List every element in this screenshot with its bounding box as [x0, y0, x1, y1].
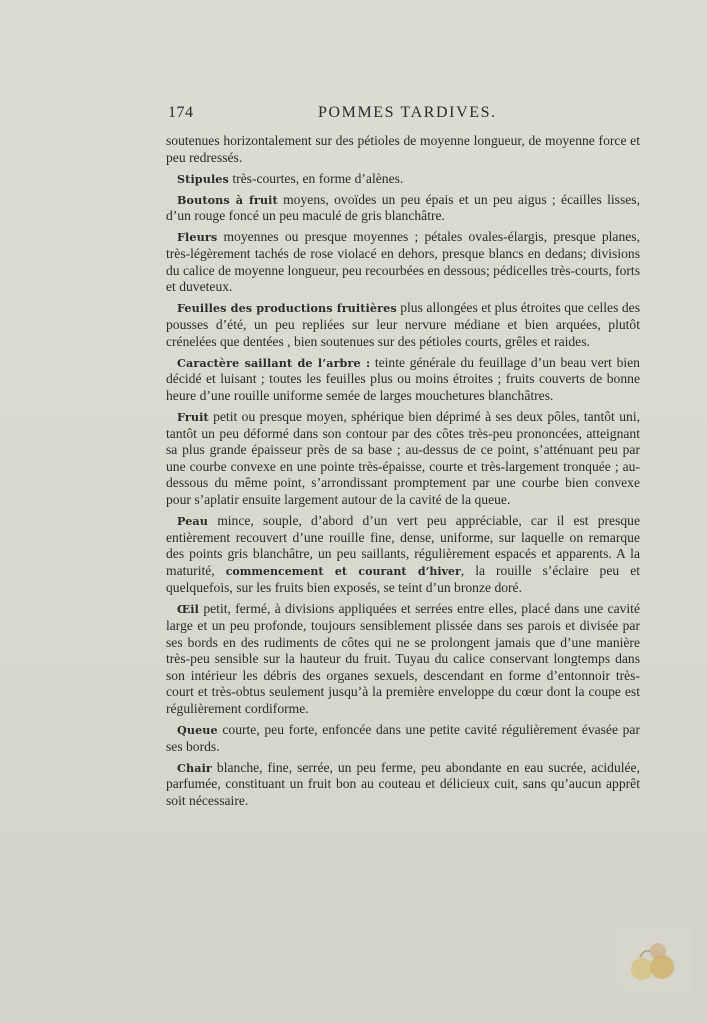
page-title: POMMES TARDIVES.	[318, 104, 497, 121]
paragraph-boutons	[166, 192, 640, 225]
paragraph-text: mince, souple, d’abord d’un vert peu appréciable, car il est presque entièrement recouvert d’une rouille fine, dense, uniforme, sur laquelle on remarque des points gris blanchâtre, un peu saillants, régulièrement espacés et apparents. A la maturité,	[166, 512, 640, 578]
paragraph-chair	[166, 760, 640, 810]
paragraph-text: très-courtes, en forme d’alènes.	[228, 170, 404, 186]
paragraph-stipules	[166, 171, 640, 188]
page-number: 174	[168, 104, 194, 121]
entry-term: Queue	[177, 723, 218, 738]
paragraph-text: moyens, ovoïdes un peu épais et un peu aigus ; écailles lisses, d’un rouge foncé un peu maculé de gris blanchâtre.	[166, 191, 640, 224]
entry-term: Œil	[177, 602, 200, 617]
entry-term: Peau	[177, 513, 209, 528]
fruit-stamp-icon	[618, 925, 692, 991]
paragraph-text: blanche, fine, serrée, un peu ferme, peu abondante en eau sucrée, acidulée, parfumée, constituant un fruit bon au couteau et délicieux cuit, sans qu’aucun apprêt soit nécessaire.	[166, 759, 640, 808]
paragraph-fruit	[166, 409, 640, 509]
running-head	[168, 104, 642, 126]
entry-term: Caractère saillant de l’arbre :	[177, 355, 371, 370]
paragraph-feuilles	[166, 300, 640, 350]
paragraph-caractere	[166, 355, 640, 405]
paragraph-text: courte, peu forte, enfoncée dans une petite cavité régulièrement évasée par ses bords.	[166, 722, 640, 754]
paragraph-text: moyennes ou presque moyennes ; pétales ovales-élargis, presque planes, très-légèrement tachés de rose violacé en dehors, presque blancs en dedans; divisions du calice de moyenne longueur, peu recourbées en dessous; pédicelles très-courts, forts et duveteux.	[166, 229, 640, 295]
entry-term: Fruit	[177, 409, 209, 424]
entry-term: Boutons à fruit	[177, 192, 278, 207]
entry-term: Fleurs	[177, 230, 218, 245]
season-term: commencement et courant d’hiver	[225, 564, 461, 578]
body-text	[166, 133, 640, 814]
paragraph-oeil	[166, 601, 640, 717]
fruit-stamp-graphic	[618, 925, 692, 991]
paragraph-peau	[166, 513, 640, 597]
entry-term: Feuilles des productions fruitières	[177, 301, 397, 316]
paragraph-text: plus allongées et plus étroites que celles des pousses d’été, un peu repliées sur leur nervure médiane et bien arquées, plutôt crénelées que dentées , bien soutenues sur des pétioles courts, grêles et raides.	[166, 300, 640, 349]
entry-term: Stipules	[177, 171, 229, 186]
paragraph-text: , la rouille s’éclaire peu et quelquefois, sur les fruits bien exposés, se teint d’un bronze doré.	[166, 562, 641, 596]
paragraph-continuation	[166, 133, 640, 166]
paragraph-fleurs	[166, 229, 640, 295]
entry-term: Chair	[177, 760, 212, 775]
paragraph-text: petit, fermé, à divisions appliquées et serrées entre elles, placé dans une cavité large et un peu profonde, toujours sensiblement plissée dans ses parois et divisée par ses bords en des rudiments de côtes qui ne se prolongent jamais que d’une manière très-peu sensible sur la hauteur du fruit. Tuyau du calice conservant longtemps dans son intérieur les débris des organes sexuels, descendant en forme d’entonnoir très-court et très-obtus seulement jusqu’à la première enveloppe du cœur dont la coupe est régulièrement cordiforme.	[166, 601, 640, 716]
paragraph-queue	[166, 722, 640, 755]
paragraph-text: petit ou presque moyen, sphérique bien déprimé à ses deux pôles, tantôt uni, tantôt un peu déformé dans son contour par des côtes très-peu prononcées, atteignant sa plus grande épaisseur près de sa base ; au-dessus de ce point, s’atténuant peu par une courbe convexe en une pointe très-épaisse, courte et très-largement tronquée ; au-dessous du même point, s’arrondissant promptement par une courbe bien convexe pour s’aplatir ensuite largement autour de la cavité de la queue.	[166, 408, 640, 507]
paragraph-text: soutenues horizontalement sur des pétioles de moyenne longueur, de moyenne force et peu redressés.	[166, 133, 640, 165]
paragraph-text: teinte générale du feuillage d’un beau vert bien décidé et luisant ; toutes les feuilles plus ou moins étroites ; fruits couverts de bonne heure d’une rouille uniforme semée de larges mouchetures blanchâtres.	[166, 354, 640, 403]
